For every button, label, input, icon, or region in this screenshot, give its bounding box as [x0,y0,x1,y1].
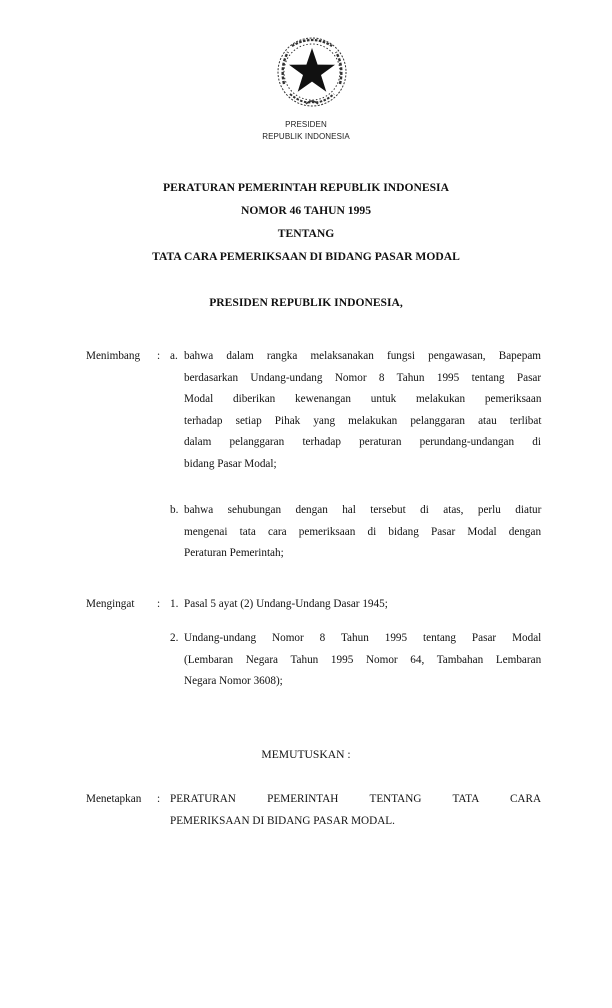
text-line: bahwa dalam rangka melaksanakan fungsi pengawasan, Bapepam [184,350,541,362]
text-line: bidang Pasar Modal; [184,457,277,470]
text-line: terhadap setiap Pihak yang melakukan pelanggaran atau terlibat [184,414,542,427]
menetapkan-colon: : [157,793,161,805]
mengingat-item-2 [184,628,541,693]
preamble-heading: PRESIDEN REPUBLIK INDONESIA, [209,296,403,309]
text-line: Peraturan Pemerintah; [184,547,284,560]
text-line: Negara Nomor 3608); [184,675,283,688]
text-line: PERATURAN PEMERINTAH TENTANG TATA CARA [170,793,542,805]
memutuskan-heading: MEMUTUSKAN : [261,748,351,761]
title-number: NOMOR 46 TAHUN 1995 [241,204,371,217]
title-subject: TATA CARA PEMERIKSAAN DI BIDANG PASAR MODAL [152,250,460,263]
seal-label-president: PRESIDEN [285,120,327,129]
presidential-emblem-icon [272,32,352,114]
text-line: mengenai tata cara pemeriksaan di bidang Pasar Modal dengan [184,525,542,538]
item-marker: 2. [170,632,179,644]
item-marker: a. [170,350,178,362]
item-marker: b. [170,504,179,516]
menimbang-colon: : [157,350,161,362]
text-line: PEMERIKSAAN DI BIDANG PASAR MODAL. [170,814,395,827]
title-regulation: PERATURAN PEMERINTAH REPUBLIK INDONESIA [163,181,449,194]
title-about: TENTANG [277,227,335,240]
mengingat-label: Mengingat [86,598,135,610]
text-line: Modal diberikan kewenangan untuk melakukan pemeriksaan [184,393,542,406]
menimbang-item-b [184,500,541,565]
seal-label-republic: REPUBLIK INDONESIA [262,132,350,141]
text-line: Pasal 5 ayat (2) Undang-Undang Dasar 1945; [184,598,388,610]
text-line: (Lembaran Negara Tahun 1995 Nomor 64, Tambahan Lembaran [184,653,542,666]
mengingat-colon: : [157,598,161,610]
item-marker: 1. [170,598,179,610]
text-line: Undang-undang Nomor 8 Tahun 1995 tentang Pasar Modal [184,632,542,644]
menimbang-label: Menimbang [86,350,141,362]
text-line: dalam pelanggaran terhadap peraturan perundang-undangan di [184,436,541,449]
menetapkan-label: Menetapkan [86,793,142,805]
text-line: berdasarkan Undang-undang Nomor 8 Tahun 1995 tentang Pasar [184,371,542,384]
menetapkan-text [170,789,541,832]
mengingat-item-1 [184,594,541,616]
text-line: bahwa sehubungan dengan hal tersebut di atas, perlu diatur [184,504,542,516]
menimbang-item-a [184,346,541,476]
